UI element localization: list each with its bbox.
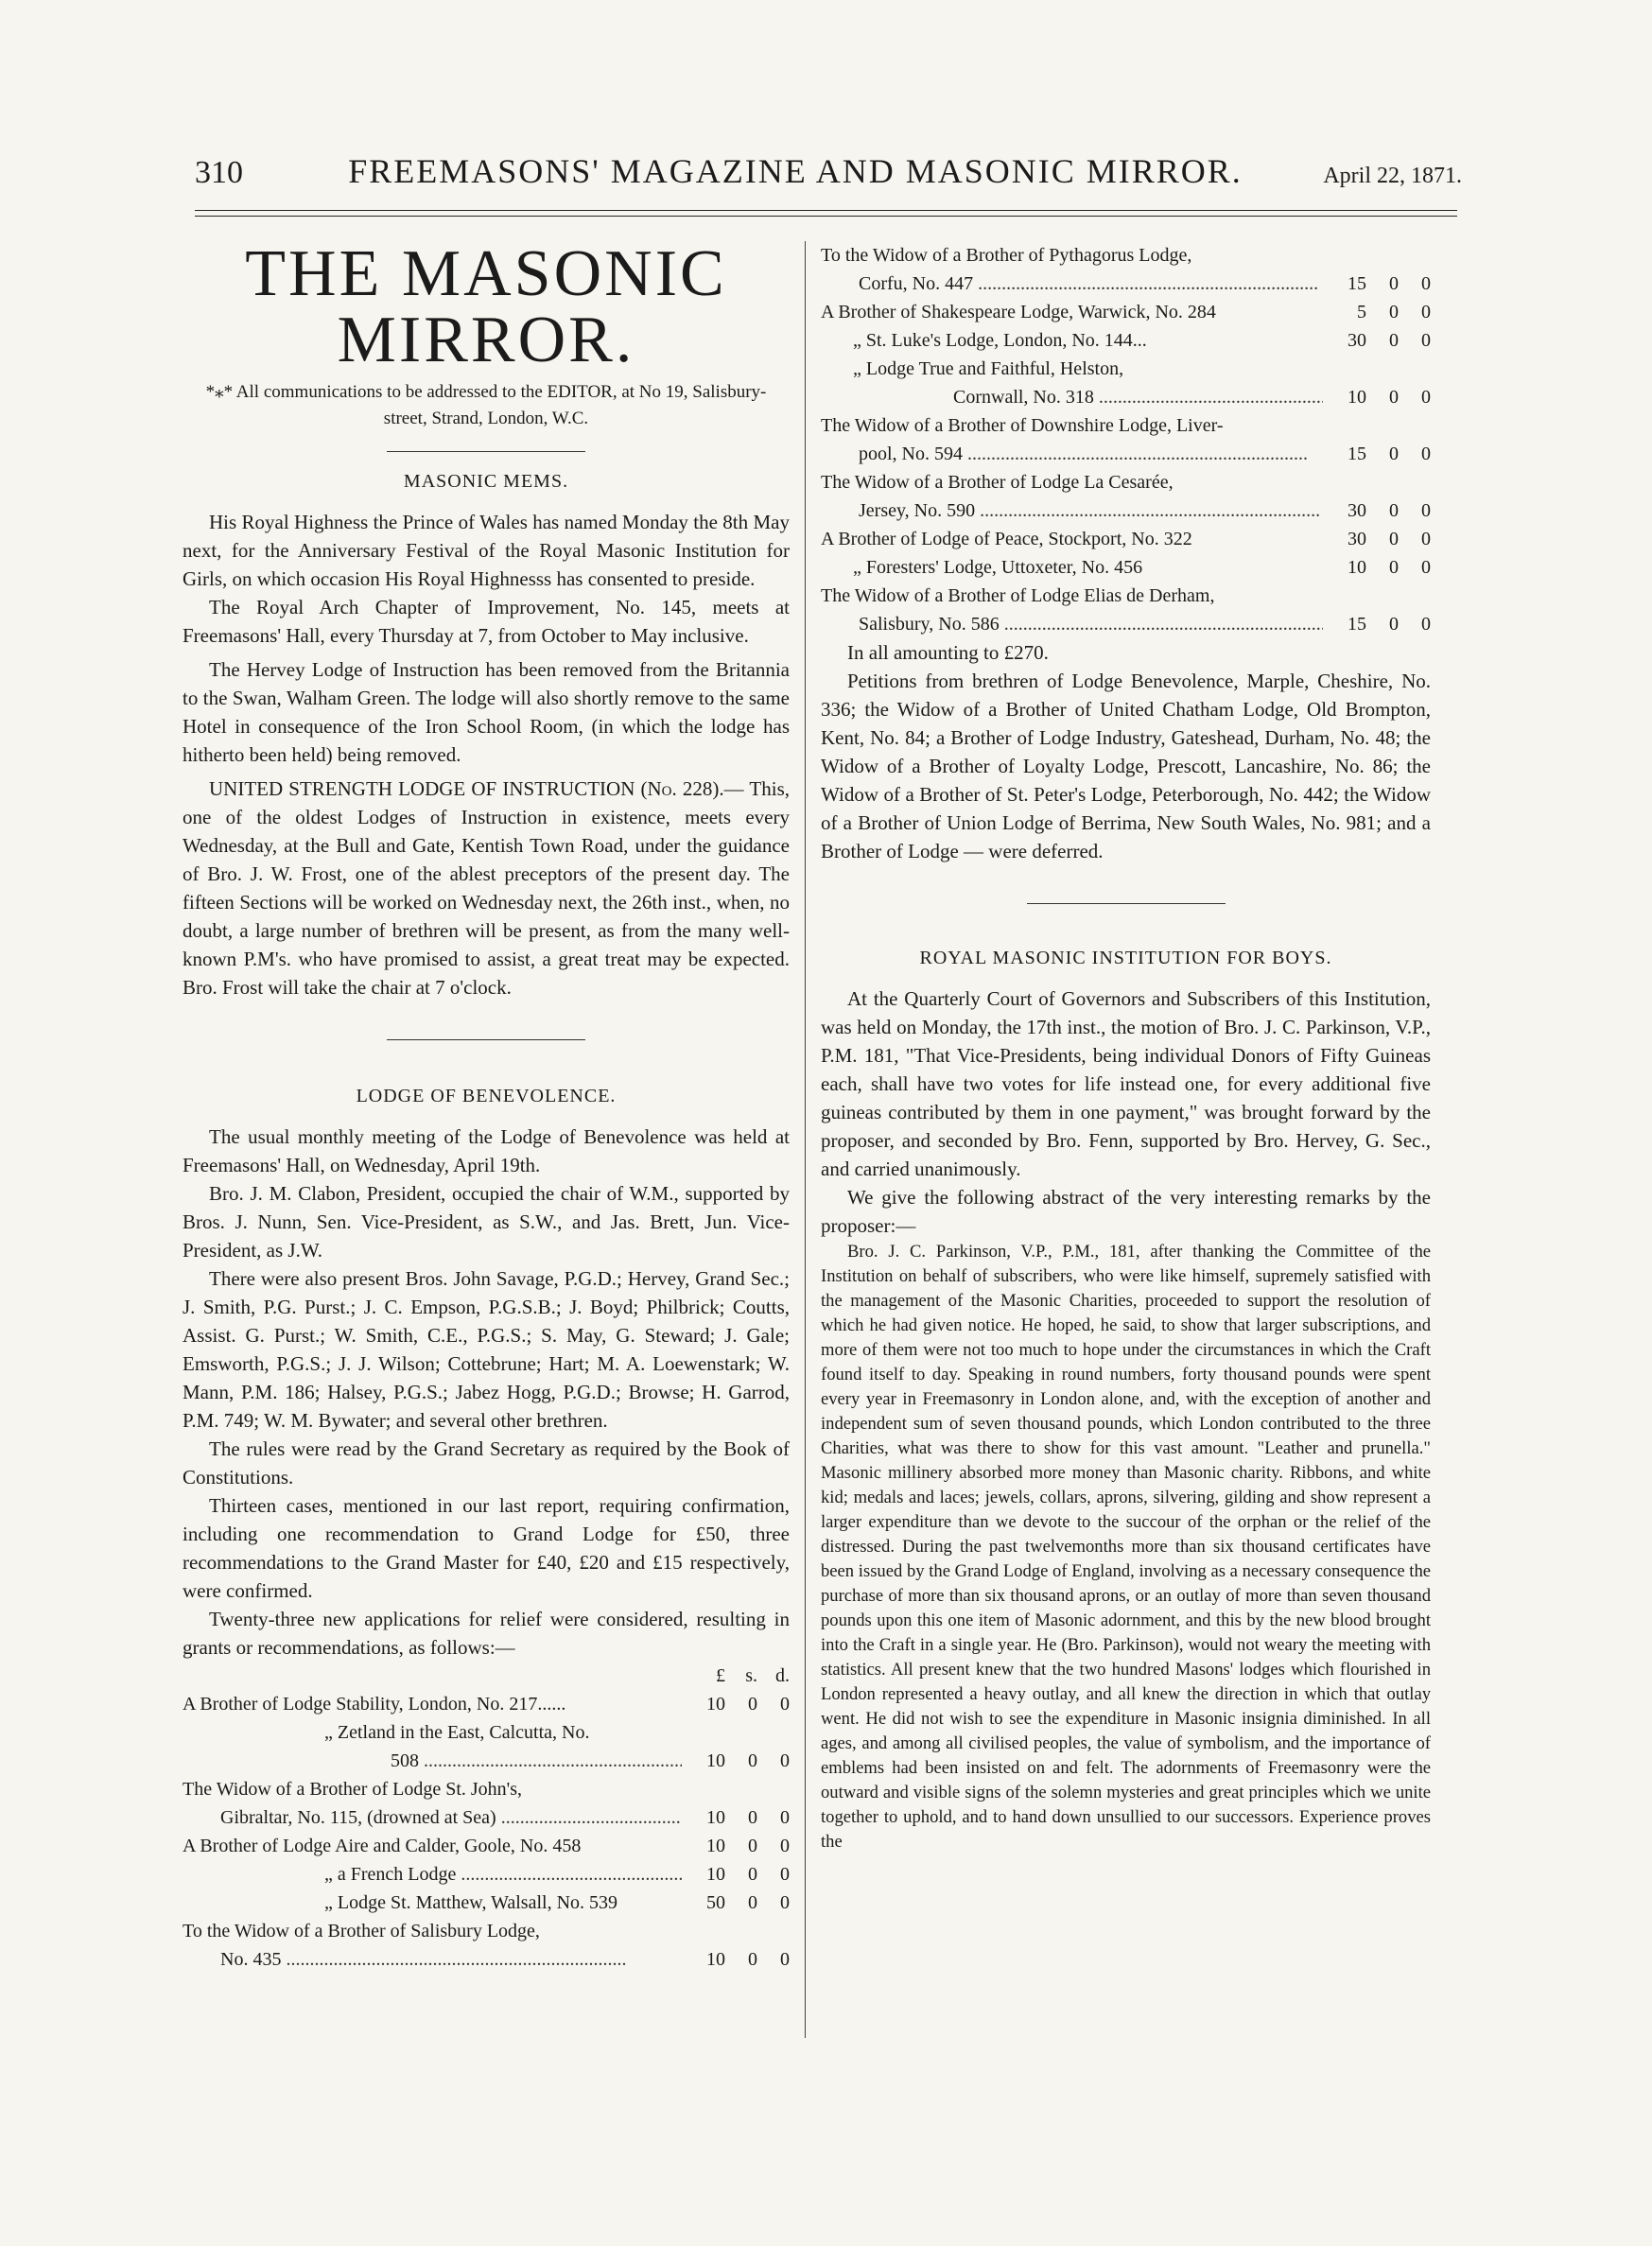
grant-row: A Brother of Lodge Aire and Calder, Goole, No. 458 10 0 0 xyxy=(183,1836,790,1856)
grant-row: A Brother of Shakespeare Lodge, Warwick, No. 284 5 0 0 xyxy=(821,302,1431,322)
grant-row: A Brother of Lodge of Peace, Stockport, No. 322 30 0 0 xyxy=(821,529,1431,549)
benevolence-paragraph: Bro. J. M. Clabon, President, occupied the chair of W.M., supported by Bros. J. Nunn, Sen. Vice-President, as S.W., and Jas. Brett, Jun. Vice-President, as J.W. xyxy=(183,1182,790,1262)
header-rule xyxy=(195,210,1457,211)
grant-row: A Brother of Lodge Stability, London, No. 217...... 10 0 0 xyxy=(183,1694,790,1715)
pounds-header: £ xyxy=(716,1665,725,1686)
grant-row: „ a French Lodge ..... 10 0 0 xyxy=(183,1860,790,1889)
grant-row: The Widow of a Brother of Lodge Elias de Derham, xyxy=(821,585,1215,606)
section-divider xyxy=(387,451,585,452)
benevolence-paragraph: The rules were read by the Grand Secretary as required by the Book of Constitutions. xyxy=(183,1437,790,1489)
section-divider xyxy=(387,1039,585,1040)
grant-row: „ Lodge True and Faithful, Helston, xyxy=(853,358,1124,379)
issue-date: April 22, 1871. xyxy=(1323,164,1462,188)
boys-paragraph: At the Quarterly Court of Governors and Subscribers of this Institution, was held on Monday, the 17th inst., the motion of Bro. J. C. Parkinson, V.P., P.M. 181, "That Vice-Presidents, being individual Donors of Fifty Guineas each, shall have two votes for life instead one, for every additional five guineas contributed by them in one payment," was brought forward by the proposer, and seconded by Bro. Fenn, supported by Bro. Hervey, G. Sec., and carried unanimously. xyxy=(821,987,1431,1180)
grant-row: Gibraltar, No. 115, (drowned at Sea) ..... 10 0 0 xyxy=(183,1803,790,1832)
masonic-mems-heading: MASONIC MEMS. xyxy=(403,471,569,492)
grant-row: „ Lodge St. Matthew, Walsall, No. 539 50 0 0 xyxy=(324,1892,790,1913)
grants-list-right xyxy=(821,241,1431,638)
column-divider xyxy=(805,241,806,2038)
deferred-petitions: Petitions from brethren of Lodge Benevolence, Marple, Cheshire, No. 336; the Widow of a Brother of United Chatham Lodge, Old Brompton, Kent, No. 84; a Brother of Lodge Industry, Gateshead, Durham, No. 48; the Widow of a Brother of Loyalty Lodge, Prescott, Lancashire, No. 86; the Widow of a Brother of St. Peter's Lodge, Peterborough, No. 442; the Widow of a Brother of Union Lodge of Berrima, New South Wales, No. 981; and a Brother of Lodge — were deferred. xyxy=(821,670,1431,862)
benevolence-paragraph: Thirteen cases, mentioned in our last report, requiring confirmation, including one recommendation to Grand Lodge for £50, three recommendations to the Grand Master for £40, £20 and £15 respectively, were confirmed. xyxy=(183,1494,790,1602)
grant-row: „ Foresters' Lodge, Uttoxeter, No. 456 10 0 0 xyxy=(853,557,1431,578)
grant-row: To the Widow of a Brother of Pythagorus Lodge, xyxy=(821,245,1192,266)
grant-row: No. 435 ..... 10 0 0 xyxy=(183,1945,790,1974)
page-header xyxy=(195,151,1462,208)
benevolence-paragraph: Twenty-three new applications for relief were considered, resulting in grants or recommendations, as follows:— xyxy=(183,1608,790,1659)
pence-header: d. xyxy=(775,1665,790,1686)
currency-header xyxy=(183,1662,790,1690)
masthead-title: THE MASONIC MIRROR. xyxy=(245,237,727,376)
grant-row: pool, No. 594 ..... 15 0 0 xyxy=(821,440,1431,468)
running-title: FREEMASONS' MAGAZINE AND MASONIC MIRROR. xyxy=(348,152,1243,190)
header-rule-double xyxy=(195,216,1457,217)
section-divider xyxy=(1027,903,1226,904)
grant-row: Corfu, No. 447 ..... 15 0 0 xyxy=(821,270,1431,298)
mems-paragraph xyxy=(183,775,790,1001)
mems-paragraph-body: This, one of the oldest Lodges of Instruction in existence, meets every Wednesday, at the Bull and Gate, Kentish Town Road, under the guidance of Bro. J. W. Frost, one of the ablest preceptors of the present day. The fifteen Sections will be worked on Wednesday next, the 26th inst., when, no doubt, a large number of brethren will be present, as from the many well-known P.M's. who have promised to assist, a great treat may be expected. Bro. Frost will take the chair at 7 o'clock. xyxy=(183,777,790,999)
grant-row: „ Zetland in the East, Calcutta, No. xyxy=(324,1722,590,1743)
right-column xyxy=(821,241,1431,1854)
left-column xyxy=(183,237,790,1974)
editor-notice: *⁎* All communications to be addressed to the EDITOR, at No 19, Salisbury-street, Strand, London, W.C. xyxy=(205,382,767,428)
mems-paragraph: The Hervey Lodge of Instruction has been removed from the Britannia to the Swan, Walham Green. The lodge will also shortly remove to the same Hotel in consequence of the Iron School Room, (in which the lodge has hitherto been held) being removed. xyxy=(183,658,790,766)
boys-institution-heading: ROYAL MASONIC INSTITUTION FOR BOYS. xyxy=(919,948,1332,968)
shillings-header: s. xyxy=(745,1665,757,1686)
mems-paragraph: His Royal Highness the Prince of Wales has named Monday the 8th May next, for the Anniversary Festival of the Royal Masonic Institution for Girls, on which occasion His Royal Highnesss has consented to preside. xyxy=(183,511,790,590)
grant-row: „ St. Luke's Lodge, London, No. 144... 30 0 0 xyxy=(853,330,1431,351)
mems-paragraph: The Royal Arch Chapter of Improvement, No. 145, meets at Freemasons' Hall, every Thursday at 7, from October to May inclusive. xyxy=(183,596,790,647)
grant-row: Cornwall, No. 318 ..... 10 0 0 xyxy=(821,383,1431,411)
benevolence-paragraph: The usual monthly meeting of the Lodge of Benevolence was held at Freemasons' Hall, on Wednesday, April 19th. xyxy=(183,1125,790,1176)
grant-row: 508 ..... 10 0 0 xyxy=(183,1747,790,1775)
grant-row: Salisbury, No. 586 ..... 15 0 0 xyxy=(821,610,1431,638)
grant-row: To the Widow of a Brother of Salisbury Lodge, xyxy=(183,1921,540,1941)
grants-list-left xyxy=(183,1690,790,1974)
grant-row: The Widow of a Brother of Downshire Lodge, Liver- xyxy=(821,415,1224,436)
benevolence-paragraph: There were also present Bros. John Savage, P.G.D.; Hervey, Grand Sec.; J. Smith, P.G. Purst.; J. C. Empson, P.G.S.B.; J. Boyd; Philbrick; Coutts, Assist. G. Purst.; W. Smith, C.E., P.G.S.; S. May, G. Steward; J. Gale; Emsworth, P.G.S.; J. J. Wilson; Cottebrune; Hart; M. A. Loewenstark; W. Mann, P.M. 186; Halsey, P.G.S.; Jabez Hogg, P.G.D.; Browse; H. Garrod, P.M. 749; W. M. Bywater; and several other brethren. xyxy=(183,1267,790,1432)
page-number: 310 xyxy=(195,155,243,190)
boys-paragraph: We give the following abstract of the very interesting remarks by the proposer:— xyxy=(821,1186,1431,1237)
grants-total: In all amounting to £270. xyxy=(847,641,1049,664)
lodge-name-lead: UNITED STRENGTH LODGE OF INSTRUCTION (No. 228).— xyxy=(209,777,744,800)
benevolence-heading: LODGE OF BENEVOLENCE. xyxy=(356,1086,617,1106)
grant-row: The Widow of a Brother of Lodge St. John's, xyxy=(183,1779,523,1800)
grant-row: The Widow of a Brother of Lodge La Cesarée, xyxy=(821,472,1174,493)
boys-remarks: Bro. J. C. Parkinson, V.P., P.M., 181, after thanking the Committee of the Institution on behalf of subscribers, who were like himself, supremely satisfied with the management of the Masonic Charities, proceeded to support the resolution of which he had given notice. He hoped, he said, to show that larger subscriptions, and more of them were not too much to hope under the circumstances in which the Craft found itself to day. Speaking in round numbers, forty thousand pounds were spent every year in Freemasonry in London alone, and, with the exception of another and independent sum of seven thousand pounds, which London contributed to the three Charities, what was there to show for this vast amount. "Leather and prunella." Masonic millinery absorbed more money than Masonic charity. Ribbons, and white kid; medals and laces; jewels, collars, aprons, silvering, gilding and show represent a larger expenditure than we devote to the succour of the orphan or the relief of the distressed. During the past twelvemonths more than six thousand certificates have been issued by the Grand Lodge of England, involving as a necessary consequence the purchase of more than six thousand aprons, or an outlay of more than seven thousand pounds upon this one item of Masonic adornment, and this by the new blood brought into the Craft in a single year. He (Bro. Parkinson), would not weary the meeting with statistics. All present knew that the two hundred Masons' lodges which flourished in London represented a heavy outlay, and all knew the direction in which that outlay went. He did not wish to see the expenditure in Masonic insignia diminished. In all ages, and among all civilised peoples, the value of symbolism, and the importance of emblems had been insisted on and felt. The adornments of Freemasonry were the outward and visible signs of the solemn mysteries and great principles which we unite together to uphold, and to hand down unsullied to our successors. Experience proves the xyxy=(821,1242,1431,1852)
grant-row: Jersey, No. 590 ..... 30 0 0 xyxy=(821,496,1431,525)
